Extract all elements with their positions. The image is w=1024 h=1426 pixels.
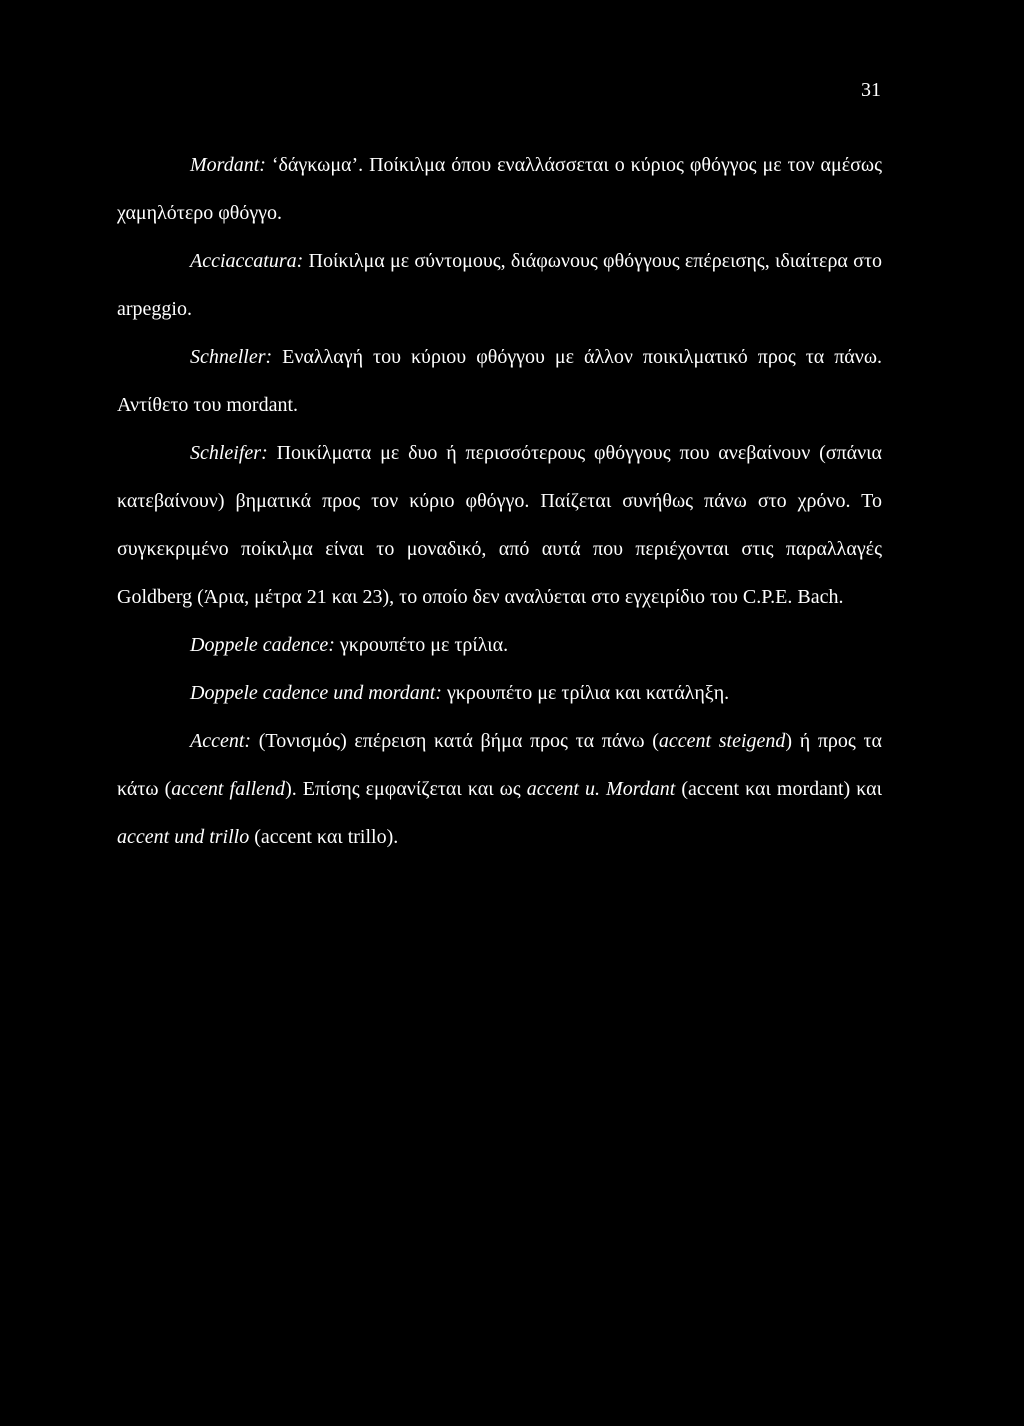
- entry-definition: Εναλλαγή του κύριου φθόγγου με άλλον ποικιλματικό προς τα πάνω. Αντίθετο του mordant.: [117, 346, 882, 416]
- entry-definition-part: ) ή προς τα κάτω (: [117, 730, 883, 800]
- entry-term-inline: accent und trillo: [117, 826, 250, 848]
- entry-term-inline: accent u. Mordant: [526, 778, 676, 800]
- entry-definition: Ποικίλματα με δυο ή περισσότερους φθόγγους που ανεβαίνουν (σπάνια κατεβαίνουν) βηματικά προς τον κύριο φθόγγο. Παίζεται συνήθως πάνω στο χρόνο. Το συγκεκριμένο ποίκιλμα είναι το μοναδικό, από αυτά που περιέχονται στις παραλλαγές Goldberg (Άρια, μέτρα 21 και 23), το οποίο δεν αναλύεται στο εγχειρίδιο του C.P.E. Bach.: [117, 442, 882, 608]
- entry-definition-part: (accent και trillo).: [249, 826, 399, 848]
- glossary-entry-doppele-cadence-und-mordant: [117, 669, 882, 717]
- glossary-entry-schneller: [117, 333, 882, 429]
- entry-definition-part: (Τονισμός) επέρειση κατά βήμα προς τα πάνω (: [251, 730, 659, 752]
- entry-definition-part: (accent και mordant) και: [675, 778, 883, 800]
- entry-term: Doppele cadence und mordant:: [190, 682, 442, 704]
- entry-term: Accent:: [190, 730, 252, 752]
- entry-term: Acciaccatura:: [190, 250, 304, 272]
- entry-term: Schneller:: [190, 346, 273, 368]
- entry-definition: γκρουπέτο με τρίλια.: [334, 634, 509, 656]
- entry-definition: ‘δάγκωμα’. Ποίκιλμα όπου εναλλάσσεται ο κύριος φθόγγος με τον αμέσως χαμηλότερο φθόγγο.: [117, 154, 882, 224]
- page-number: 31: [861, 79, 881, 101]
- glossary-entry-mordant: [117, 141, 882, 237]
- glossary-entry-acciaccatura: [117, 237, 882, 333]
- glossary-entry-accent: [117, 717, 882, 861]
- entry-term-inline: accent fallend: [171, 778, 286, 800]
- entry-definition: γκρουπέτο με τρίλια και κατάληξη.: [441, 682, 730, 704]
- entry-term-inline: accent steigend: [658, 730, 786, 752]
- entry-definition-part: ). Επίσης εμφανίζεται και ως: [285, 778, 527, 800]
- glossary-entry-doppele-cadence: [117, 621, 882, 669]
- entry-term: Doppele cadence:: [190, 634, 335, 656]
- entry-definition: Ποίκιλμα με σύντομους, διάφωνους φθόγγους επέρεισης, ιδιαίτερα στο arpeggio.: [117, 250, 882, 320]
- glossary-entries: [117, 141, 882, 861]
- entry-term: Mordant:: [190, 154, 266, 176]
- glossary-entry-schleifer: [117, 429, 882, 621]
- entry-term: Schleifer:: [190, 442, 268, 464]
